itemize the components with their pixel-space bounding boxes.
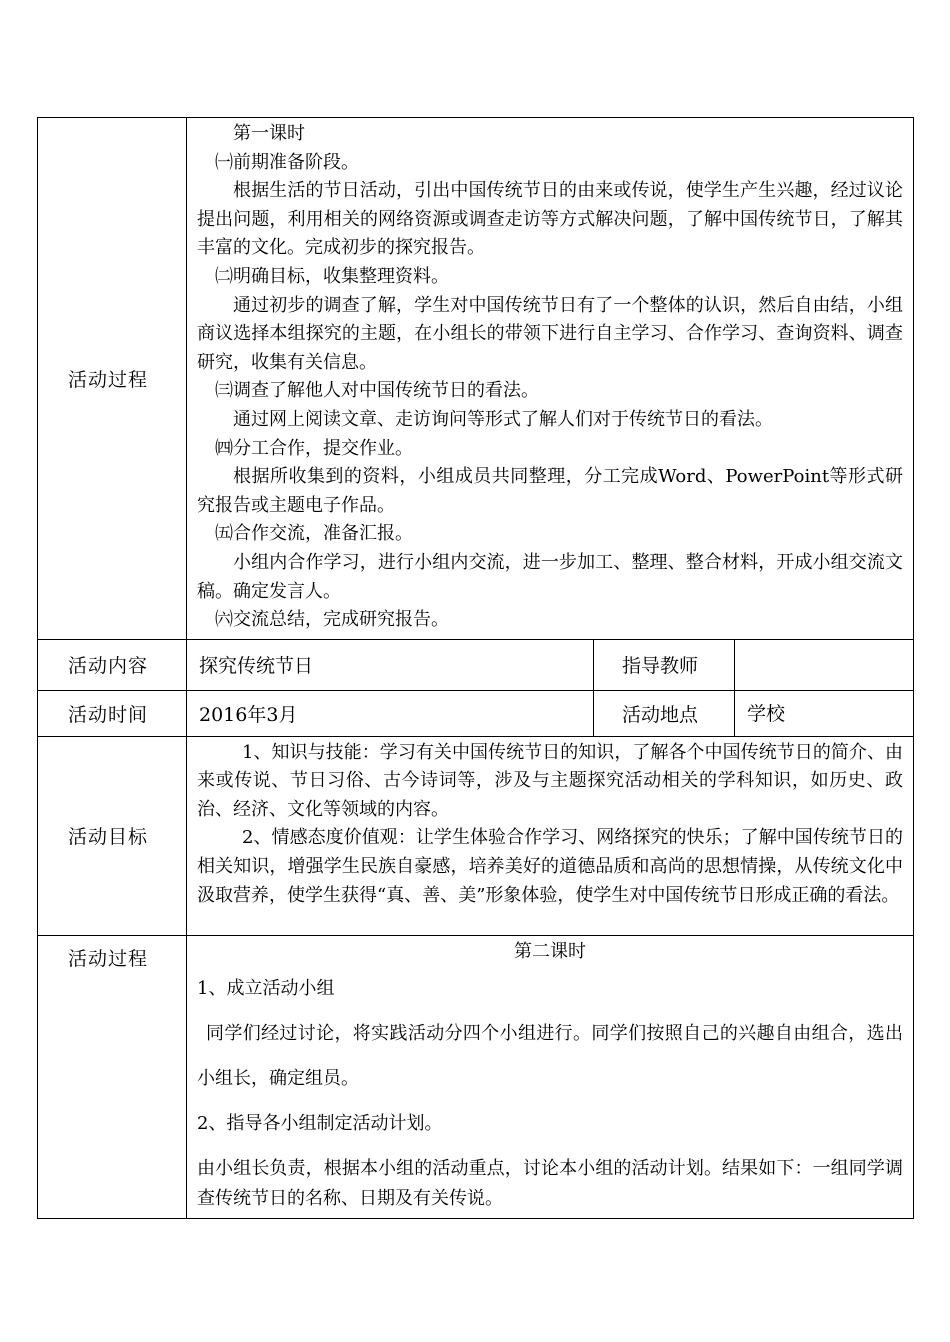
- place-label: 活动地点: [594, 690, 735, 736]
- process-row-2: [38, 935, 914, 1218]
- time-value: 2016年3月: [187, 690, 594, 736]
- step-text: 小组内合作学习，进行小组内交流，进一步加工、整理、整合材料，开成小组交流文稿。确定发言人。: [197, 551, 903, 602]
- step-text: 通过初步的调查了解，学生对中国传统节日有了一个整体的认识，然后自由结，小组商议选择本组探究的主题，在小组长的带领下进行自主学习、合作学习、查询资料、调查研究，收集有关信息。: [197, 294, 903, 373]
- process-label: 活动过程: [38, 118, 187, 640]
- goal-paragraph: 2、情感态度价值观：让学生体验合作学习、网络探究的快乐；了解中国传统节日的相关知识，增强学生民族自豪感，培养美好的道德品质和高尚的思想情操，从传统文化中汲取营养，使学生获得“真、善、美”形象体验，使学生对中国传统节日形成正确的看法。: [197, 827, 903, 906]
- step-heading: ㈤合作交流，准备汇报。: [215, 523, 413, 545]
- step-text: 根据生活的节日活动，引出中国传统节日的由来或传说，使学生产生兴趣，经过议论提出问题，利用相关的网络资源或调查走访等方式解决问题，了解中国传统节日，了解其丰富的文化。完成初步的探究报告。: [197, 180, 903, 259]
- step-text: 根据所收集到的资料，小组成员共同整理，分工完成Word、PowerPoint等形式研究报告或主题电子作品。: [197, 466, 903, 516]
- step-heading: 2、指导各小组制定活动计划。: [197, 1112, 443, 1134]
- lesson-plan-table: [37, 117, 914, 1219]
- time-row: [38, 690, 914, 736]
- lesson-title: 第一课时: [233, 123, 305, 144]
- goal-row: [38, 736, 914, 935]
- content-label: 活动内容: [38, 639, 187, 690]
- process-content: [187, 118, 914, 640]
- time-label: 活动时间: [38, 690, 187, 736]
- step-text: 同学们经过讨论，将实践活动分四个小组进行。同学们按照自己的兴趣自由组合，选出小组长，确定组员。: [197, 1022, 903, 1089]
- process-content-2: [187, 935, 914, 1218]
- content-value: 探究传统节日: [187, 639, 594, 690]
- step-text: 通过网上阅读文章、走访询问等形式了解人们对于传统节日的看法。: [233, 408, 773, 430]
- step-text: 由小组长负责，根据本小组的活动重点，讨论本小组的活动计划。结果如下：一组同学调查传统节日的名称、日期及有关传说。: [197, 1157, 903, 1209]
- lesson-title: 第二课时: [514, 940, 586, 962]
- process-row-1: [38, 118, 914, 640]
- goal-content: [187, 736, 914, 935]
- step-heading: ㈠前期准备阶段。: [215, 151, 359, 173]
- teacher-value: [735, 639, 914, 690]
- content-row: [38, 639, 914, 690]
- step-heading: ㈡明确目标，收集整理资料。: [215, 265, 449, 287]
- step-heading: ㈥交流总结，完成研究报告。: [215, 609, 449, 631]
- goal-label: 活动目标: [38, 736, 187, 935]
- step-heading: 1、成立活动小组: [197, 977, 335, 999]
- process-label: 活动过程: [38, 935, 187, 1218]
- place-value: 学校: [735, 690, 914, 736]
- step-heading: ㈢调查了解他人对中国传统节日的看法。: [215, 380, 539, 402]
- goal-paragraph: 1、知识与技能：学习有关中国传统节日的知识，了解各个中国传统节日的简介、由来或传说、节日习俗、古今诗词等，涉及与主题探究活动相关的学科知识，如历史、政治、经济、文化等领域的内容。: [197, 741, 903, 820]
- step-heading: ㈣分工合作，提交作业。: [215, 437, 413, 459]
- teacher-label: 指导教师: [594, 639, 735, 690]
